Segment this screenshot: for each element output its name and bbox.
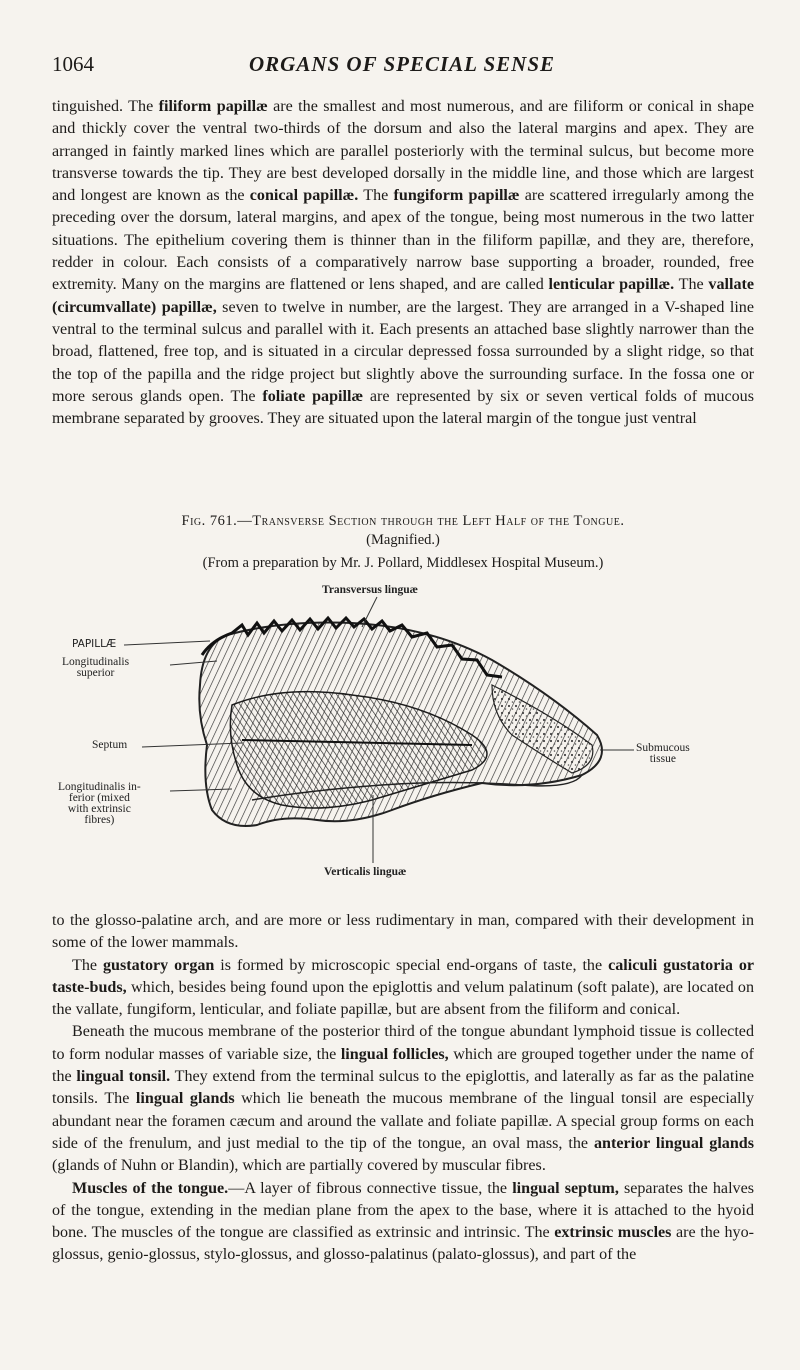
paragraph-papillae: tinguished. The filiform papillæ are the smallest and most numerous, and are filiform or conical in shape and thickly cover the ventral two-thirds of the dorsum and also the lateral margins and apex. They are arranged in faintly marked lines which are parallel posteriorly with the terminal sulcus, but become more transverse towards the tip. They are best developed dorsally in the middle line, and those which are largest and longest are known as the conical papillæ. The fungiform papillæ are scattered irregularly among the preceding over the dorsum, lateral margins, and apex of the tongue, being most numerous in the two latter situations. The epithelium covering them is thinner than in the filiform papillæ, and they are, therefore, redder in colour. Each consists of a comparatively narrow base supporting a broader, rounded, free extremity. Many on the margins are flattened or lens shaped, and are called lenticular papillæ. The vallate (circumvallate) papillæ, seven to twelve in number, are the largest. They are arranged in a V-shaped line ventral to the terminal sulcus and parallel with it. Each presents an attached base slightly narrower than the broad, flattened, free top, and is situated in a circular depressed fossa surrounded by a slight ridge, so that the top of the papilla and the ridge project but slightly above the surrounding surface. In the fossa one or more serous glands open. The foliate papillæ are represented by six or seven vertical folds of mucous membrane separated by grooves. They are situated upon the lateral margin of the tongue just ventral [52, 98, 755, 428]
label-longitudinalis-superior: Longitudinalis superior [62, 656, 130, 679]
caption-source: (From a preparation by Mr. J. Pollard, Middlesex Hospital Museum.) [202, 555, 604, 571]
paragraph-muscles: Muscles of the tongue.—A layer of fibrous connective tissue, the lingual septum, separates the halves of the tongue, extending in the median plane from the apex to the base, where it is attached to the hyoid bone. The muscles of the tongue are classified as extrinsic and intrinsic. The extrinsic muscles are the hyo-glossus, genio-glossus, stylo-glossus, and glosso-palatinus (palato-glossus), and part of the [52, 1179, 755, 1264]
page-number: 1064 [52, 52, 94, 76]
paragraph-lingual-follicles: Beneath the mucous membrane of the posterior third of the tongue abundant lymphoid tissue is collected to form nodular masses of variable size, the lingual follicles, which are grouped together under the name of the lingual tonsil. They extend from the terminal sulcus to the epiglottis, and laterally as far as the palatine tonsils. The lingual glands which lie beneath the mucous membrane of the lingual tonsil are especially abundant near the foramen cæcum and around the vallate and foliate papillæ. A special group forms on each side of the frenulum, and just medial to the tip of the tongue, an oval mass, the anterior lingual glands (glands of Nuhn or Blandin), which are partially covered by muscular fibres. [52, 1023, 755, 1175]
tongue-section-figure [52, 585, 754, 885]
term-fungiform: fungiform papillæ [393, 187, 520, 205]
label-papillae: PAPILLÆ [72, 638, 117, 650]
term-vallate: vallate (circumvallate) papillæ, [52, 276, 754, 316]
caption-magnified: (Magnified.) [366, 532, 440, 548]
transversus-pointer [362, 597, 377, 627]
tongue-section-illustration [52, 585, 754, 885]
term-filiform: filiform papillæ [158, 98, 268, 115]
running-title: ORGANS OF SPECIAL SENSE [248, 52, 556, 76]
caption-title: Fig. 761.—Transverse Section through the Left Half of the Tongue. [181, 513, 625, 529]
term-foliate: foliate papillæ [262, 387, 364, 405]
paragraph-gustatory: The gustatory organ is formed by microscopic special end-organs of taste, the caliculi gustatoria or taste-buds, which, besides being found upon the epiglottis and velum palatinum (soft palate), are located on the vallate, fungiform, lenticular, and foliate papillæ, but are absent from the filiform and conical. [52, 956, 755, 1019]
paragraph-continuation: to the glosso-palatine arch, and are more or less rudimentary in man, compared with their development in some of the lower mammals. [52, 912, 754, 952]
label-longitudinalis-inferior: Longitudinalis in- ferior (mixed with extrinsic fibres) [58, 781, 141, 826]
label-verticalis: Verticalis linguæ [324, 866, 407, 878]
label-transversus: Transversus linguæ [322, 584, 418, 596]
papillae-pointer [124, 641, 210, 645]
label-submucous-tissue: Submucous tissue [636, 742, 690, 765]
figure-caption [52, 512, 754, 573]
top-paragraph [52, 96, 754, 430]
bottom-text [52, 910, 754, 1267]
page-header [52, 52, 752, 82]
term-lenticular: lenticular papillæ. [548, 276, 675, 294]
term-conical: conical papillæ. [249, 187, 359, 205]
label-septum: Septum [92, 739, 128, 751]
